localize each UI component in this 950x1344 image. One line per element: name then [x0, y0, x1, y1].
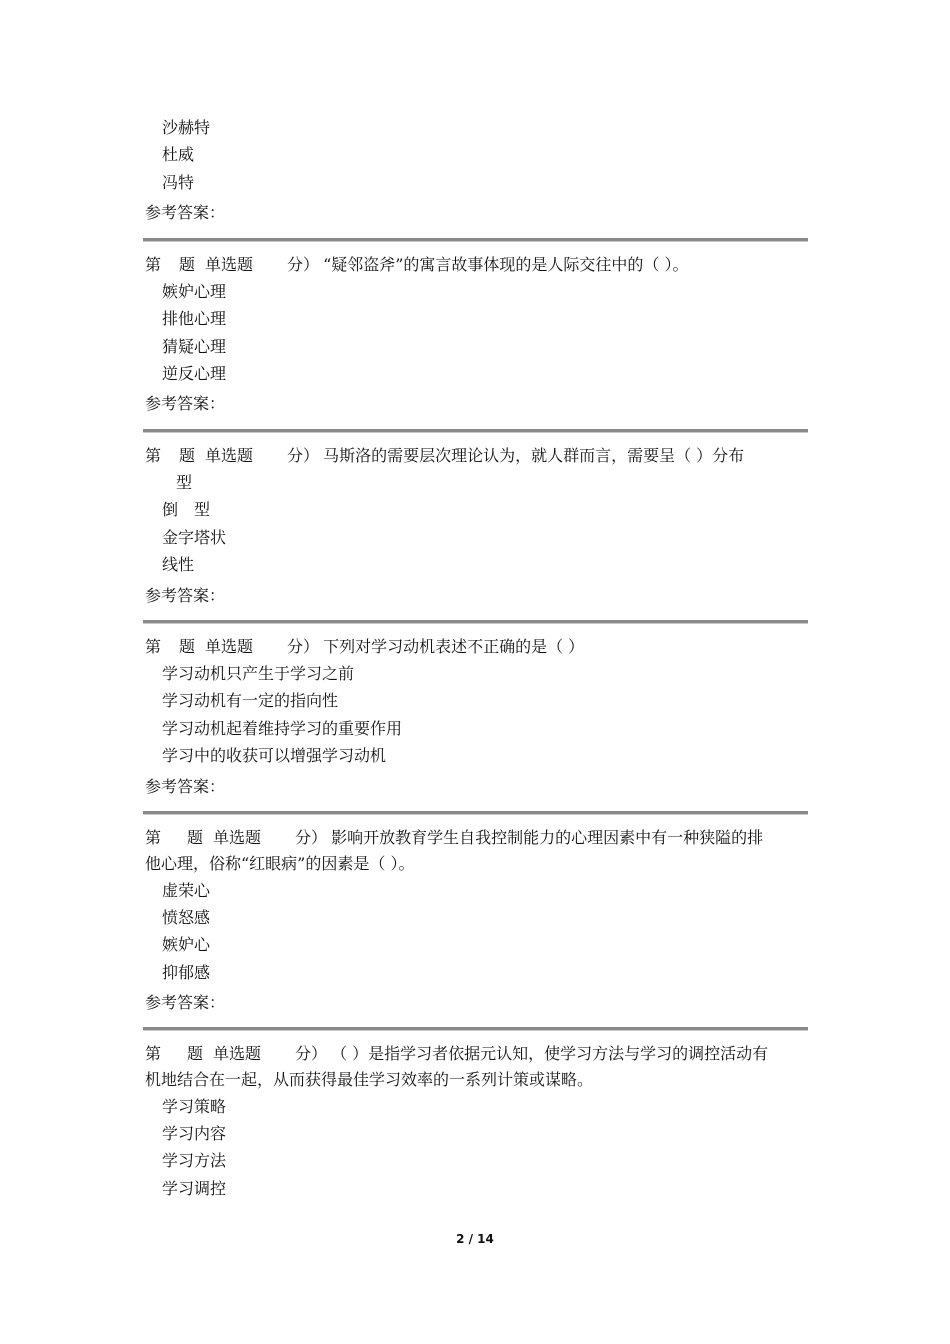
option-line: 愤怒感: [162, 908, 211, 927]
answer-label: 参考答案：: [145, 394, 226, 413]
divider: [143, 1027, 808, 1031]
option-line: 沙赫特: [162, 118, 211, 137]
option-line: 学习动机起着维持学习的重要作用: [162, 719, 403, 738]
question-header: [145, 827, 763, 849]
question-type: 单选题: [205, 446, 254, 465]
divider: [143, 811, 808, 815]
question-prefix: 第: [145, 255, 162, 274]
option-line: 抑郁感: [162, 963, 211, 982]
option-line: 学习策略: [162, 1097, 227, 1116]
option-line: 学习动机有一定的指向性: [162, 691, 339, 710]
option-line: 学习调控: [162, 1179, 227, 1198]
question-score: 分）: [295, 828, 328, 847]
question-stem-continued: 他心理，俗称“红眼病”的因素是（ ）。: [145, 854, 415, 873]
option-line: 线性: [162, 555, 195, 574]
question-score: 分）: [295, 1044, 328, 1063]
question-prefix: 第: [145, 637, 162, 656]
question-header: [145, 1043, 768, 1065]
answer-label: 参考答案：: [145, 993, 226, 1012]
option-line: 冯特: [162, 173, 195, 192]
question-score: 分）: [287, 637, 320, 656]
question-ti: 题: [179, 446, 196, 465]
question-type: 单选题: [205, 255, 254, 274]
option-line: 排他心理: [162, 309, 227, 328]
question-score: 分）: [287, 255, 320, 274]
question-type: 单选题: [205, 637, 254, 656]
question-type: 单选题: [213, 1044, 262, 1063]
option-line: 学习中的收获可以增强学习动机: [162, 746, 387, 765]
question-ti: 题: [179, 255, 196, 274]
question-score: 分）: [287, 446, 320, 465]
option-line: 虚荣心: [162, 881, 211, 900]
question-ti: 题: [187, 1044, 204, 1063]
page-number: 2 / 14: [456, 1232, 494, 1246]
question-stem: “疑邻盗斧”的寓言故事体现的是人际交往中的（ ）。: [323, 255, 689, 274]
question-stem: 下列对学习动机表述不正确的是（ ）: [323, 637, 585, 656]
question-header: [145, 636, 584, 658]
question-ti: 题: [179, 637, 196, 656]
answer-label: 参考答案：: [145, 203, 226, 222]
question-header: [145, 254, 689, 276]
option-line: 嫉妒心理: [162, 282, 227, 301]
question-type: 单选题: [213, 828, 262, 847]
answer-label: 参考答案：: [145, 777, 226, 796]
option-line: 倒 型: [162, 500, 211, 519]
option-line: 杜威: [162, 145, 195, 164]
question-prefix: 第: [145, 828, 162, 847]
divider: [143, 238, 808, 242]
divider: [143, 620, 808, 624]
option-line: 嫉妒心: [162, 935, 211, 954]
option-line: 学习动机只产生于学习之前: [162, 664, 355, 683]
option-line: 学习方法: [162, 1151, 227, 1170]
divider: [143, 429, 808, 433]
question-header: [145, 445, 744, 467]
answer-label: 参考答案：: [145, 586, 226, 605]
option-line: 学习内容: [162, 1124, 227, 1143]
option-line: 金字塔状: [162, 528, 227, 547]
question-prefix: 第: [145, 1044, 162, 1063]
question-prefix: 第: [145, 446, 162, 465]
option-line: 逆反心理: [162, 364, 227, 383]
question-ti: 题: [187, 828, 204, 847]
question-stem-continued: 型: [176, 473, 193, 492]
option-line: 猜疑心理: [162, 337, 227, 356]
question-stem: （ ）是指学习者依据元认知，使学习方法与学习的调控活动有: [331, 1044, 769, 1063]
question-stem: 影响开放教育学生自我控制能力的心理因素中有一种狭隘的排: [331, 828, 764, 847]
question-stem: 马斯洛的需要层次理论认为，就人群而言，需要呈（ ）分布: [323, 446, 745, 465]
question-stem-continued: 机地结合在一起，从而获得最佳学习效率的一系列计策或谋略。: [145, 1070, 594, 1089]
